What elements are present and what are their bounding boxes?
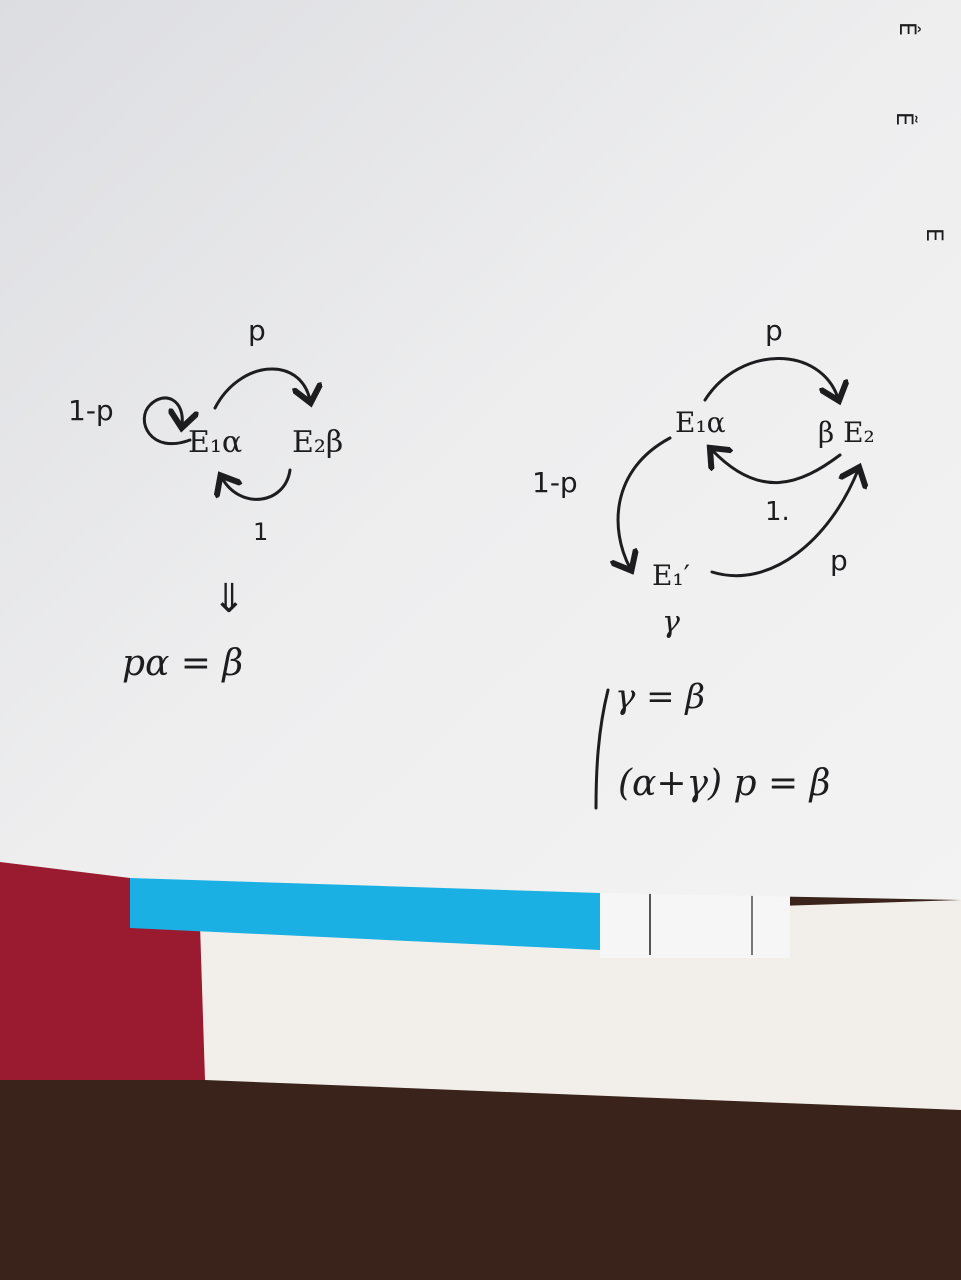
left-equation: pα = β xyxy=(122,643,244,684)
white-tab xyxy=(600,890,790,958)
margin-mark-3: E xyxy=(921,228,946,242)
right-equation-2: (α+γ) p = β xyxy=(618,763,831,804)
right-edge-left-label: 1-p xyxy=(532,466,578,499)
left-state-1: E₁α xyxy=(188,425,243,460)
right-edge-top-label: p xyxy=(765,314,783,347)
left-edge-top-label: p xyxy=(248,314,266,347)
right-state-top-left: E₁α xyxy=(675,406,726,439)
left-edge-bottom-label: 1 xyxy=(253,518,269,546)
margin-mark-2: Ẽ xyxy=(891,112,916,126)
right-state-bottom: E₁′ xyxy=(652,559,691,592)
right-state-top-right: β E₂ xyxy=(818,416,875,449)
left-implies-arrow: ⇓ xyxy=(212,576,246,622)
left-self-loop-label: 1-p xyxy=(68,394,114,427)
right-edge-middle-label: 1. xyxy=(765,497,790,527)
right-edge-right-label: p xyxy=(830,544,848,577)
margin-mark-1: Ê xyxy=(894,22,919,36)
right-equation-1: γ = β xyxy=(615,677,706,717)
left-state-2: E₂β xyxy=(292,425,344,460)
right-state-bottom-weight: γ xyxy=(662,605,680,640)
